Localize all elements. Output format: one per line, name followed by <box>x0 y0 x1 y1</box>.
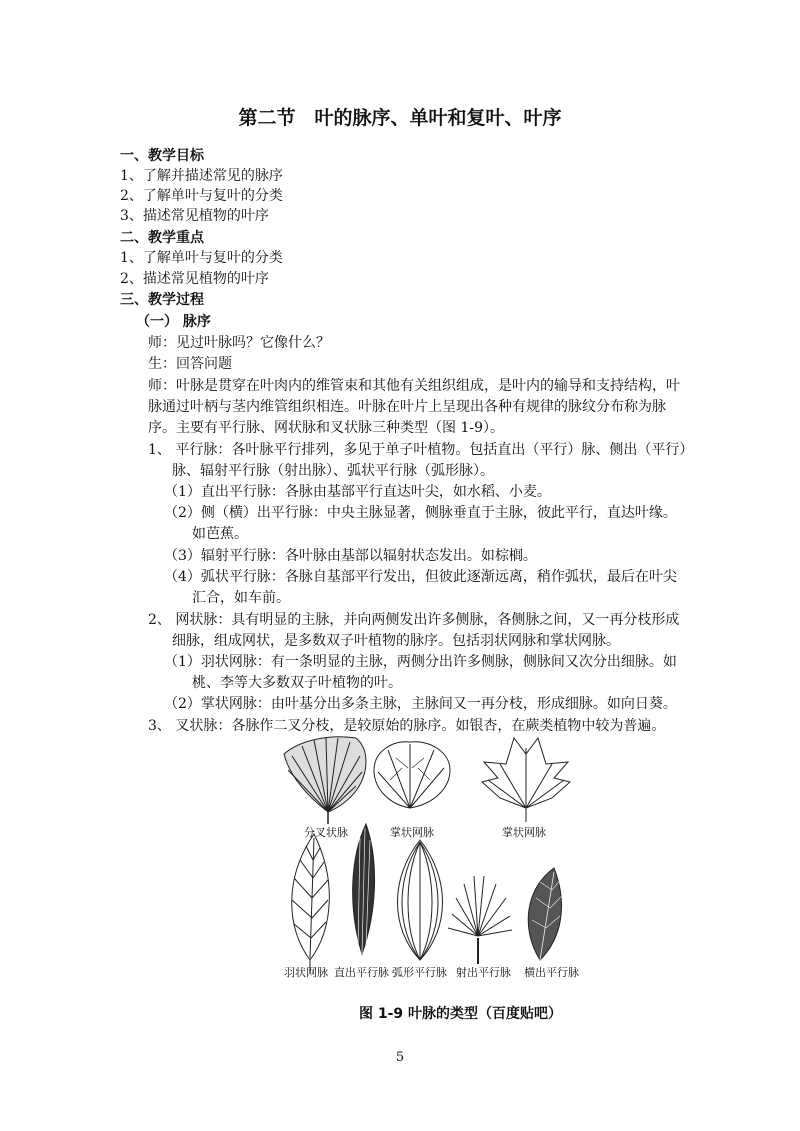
banana-leaf-icon <box>528 868 562 960</box>
text-line: 师：叶脉是贯穿在叶肉内的维管束和其他有关组织组成，是叶内的输导和支持结构，叶 <box>148 378 680 394</box>
text-line: （2）掌状网脉：由叶基分出多条主脉，主脉间又一再分枝，形成细脉。如向日葵。 <box>164 696 677 712</box>
text-line: 生：回答问题 <box>148 356 232 372</box>
text-line: 1、了解并描述常见的脉序 <box>120 168 283 184</box>
text-line: 脉通过叶柄与茎内维管组织相连。叶脉在叶片上呈现出各种有规律的脉纹分布称为脉 <box>148 399 666 415</box>
leaf-illustrations <box>270 728 590 990</box>
text-line: 2、描述常见植物的叶序 <box>120 271 269 287</box>
figure-label: 弧形平行脉 <box>392 966 447 979</box>
text-line: 脉、辐射平行脉（射出脉）、弧状平行脉（弧形脉）。 <box>172 463 494 479</box>
text-line: （4）弧状平行脉：各脉自基部平行发出，但彼此逐渐远离，稍作弧状，最后在叶尖 <box>164 569 677 585</box>
figure-label: 直出平行脉 <box>334 966 389 979</box>
page-title: 第二节 叶的脉序、单叶和复叶、叶序 <box>238 107 562 129</box>
palm-leaf-icon <box>448 876 512 964</box>
text-line: （1）羽状网脉：有一条明显的主脉，两侧分出许多侧脉，侧脉间又次分出细脉。如 <box>164 654 677 670</box>
text-line: 师：见过叶脉吗？它像什么？ <box>148 335 330 351</box>
leaf-venation-figure <box>270 728 590 990</box>
ginkgo-leaf-icon <box>284 737 366 824</box>
text-line: 汇合，如车前。 <box>192 590 290 606</box>
palmate-leaf-icon <box>374 742 450 808</box>
figure-label: 羽状网脉 <box>284 966 328 979</box>
figure-label: 掌状网脉 <box>502 826 546 839</box>
figure-label: 射出平行脉 <box>456 966 511 979</box>
maple-leaf-icon <box>482 738 570 822</box>
text-line: 2、 网状脉：具有明显的主脉，并向两侧发出许多侧脉，各侧脉之间，又一再分枝形成 <box>148 612 680 628</box>
straight-parallel-leaf-icon <box>353 824 375 954</box>
page-number: 5 <box>395 1050 405 1065</box>
text-line: 3、 叉状脉：各脉作二叉分枝，是较原始的脉序。如银杏，在蕨类植物中较为普遍。 <box>148 718 666 734</box>
text-line: 1、 平行脉：各叶脉平行排列，多见于单子叶植物。包括直出（平行）脉、侧出（平行） <box>148 442 694 458</box>
text-line: 序。主要有平行脉、网状脉和叉状脉三种类型（图 1-9）。 <box>148 420 504 436</box>
text-line: 1、了解单叶与复叶的分类 <box>120 250 283 266</box>
text-line: （1）直出平行脉：各脉由基部平行直达叶尖，如水稻、小麦。 <box>164 484 551 500</box>
text-line: 2、了解单叶与复叶的分类 <box>120 188 283 204</box>
text-line: （3）辐射平行脉：各叶脉由基部以辐射状态发出。如棕榈。 <box>164 548 537 564</box>
text-line: 细脉，组成网状，是多数双子叶植物的脉序。包括羽状网脉和掌状网脉。 <box>172 633 620 649</box>
subsection-heading: （一） 脉序 <box>136 314 211 330</box>
figure-label: 掌状网脉 <box>390 826 434 839</box>
figure-caption: 图 1-9 叶脉的类型（百度贴吧） <box>359 1006 563 1022</box>
text-line: 如芭蕉。 <box>192 526 248 542</box>
text-line: 桃、李等大多数双子叶植物的叶。 <box>192 675 402 691</box>
figure-label: 分叉状脉 <box>304 826 348 839</box>
figure-label: 横出平行脉 <box>524 966 579 979</box>
text-line: （2）侧（横）出平行脉：中央主脉显著，侧脉垂直于主脉，彼此平行，直达叶缘。 <box>164 505 677 521</box>
text-line: 3、描述常见植物的叶序 <box>120 208 269 224</box>
section-heading: 三、教学过程 <box>120 292 204 308</box>
section-heading: 一、教学目标 <box>120 148 204 164</box>
arcuate-parallel-leaf-icon <box>398 840 443 960</box>
pinnate-leaf-icon <box>292 834 330 972</box>
section-heading: 二、教学重点 <box>120 230 204 246</box>
